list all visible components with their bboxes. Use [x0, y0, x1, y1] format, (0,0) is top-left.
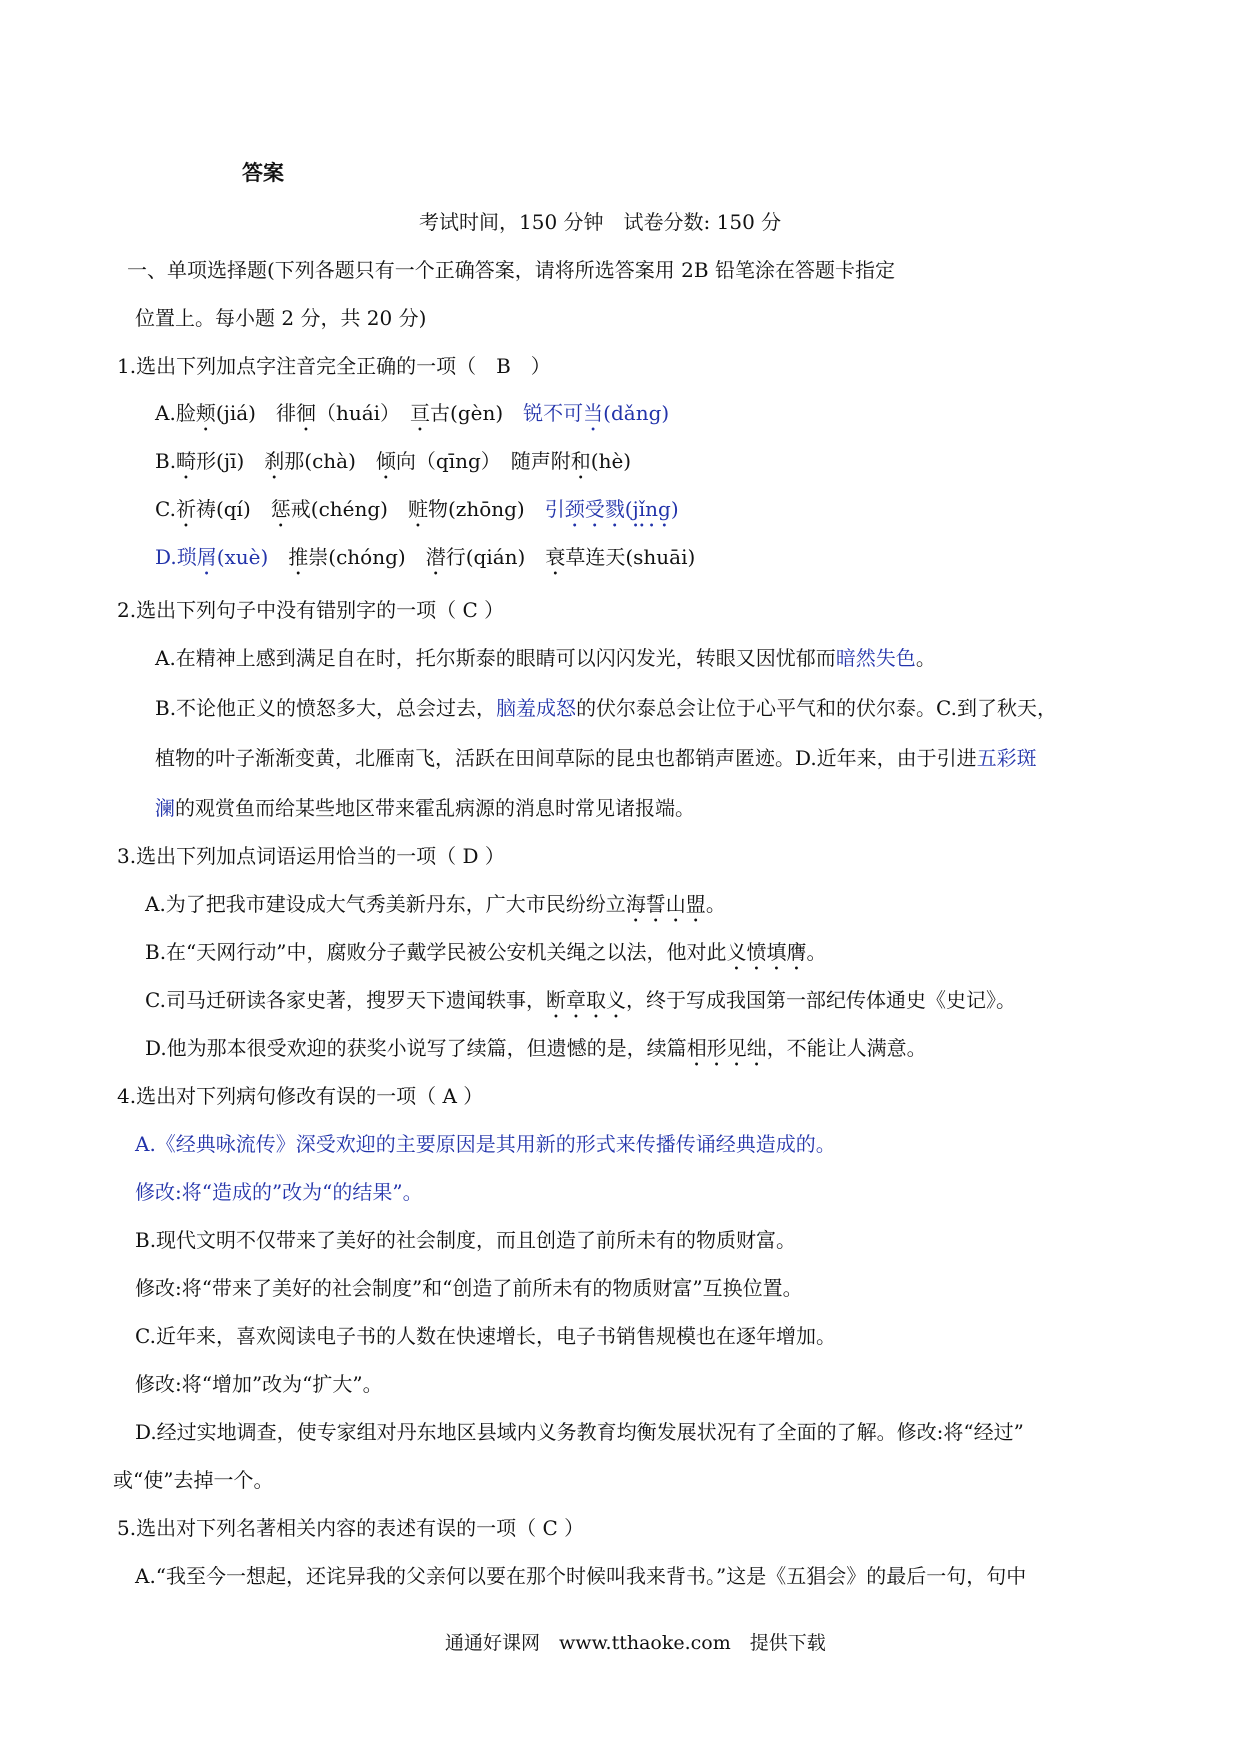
q4-option-b-fix: 修改:将“带来了美好的社会制度”和“创造了前所未有的物质财富”互换位置。 — [135, 1276, 803, 1300]
q4-option-d-cont: 或“使”去掉一个。 — [113, 1468, 274, 1492]
q5-option-a: A.“我至今一想起，还诧异我的父亲何以要在那个时候叫我来背书。”这是《五猖会》的最后一句，句中 — [135, 1564, 1027, 1588]
page-footer: 通通好课网 www.tthaoke.com 提供下载 — [445, 1632, 826, 1654]
section1-heading-line1: 一、单项选择题(下列各题只有一个正确答案，请将所选答案用 2B 铅笔涂在答题卡指定 — [127, 258, 895, 282]
q2-option-b: B.不论他正义的愤怒多大，总会过去，脑羞成怒的伏尔泰总会让位于心平气和的伏尔泰。C.到了秋天， — [155, 696, 1058, 720]
q2-option-a: A.在精神上感到满足自在时，托尔斯泰的眼睛可以闪闪发光，转眼又因忧郁而暗然失色。 — [155, 646, 936, 670]
q4-option-c: C.近年来，喜欢阅读电子书的人数在快速增长，电子书销售规模也在逐年增加。 — [135, 1324, 836, 1348]
q1-option-a: A.脸颊(jiá) 徘徊（huái） 亘古(gèn) 锐不可当(dǎng) — [155, 401, 670, 425]
q1-option-d: D.琐屑(xuè) 推崇(chóng) 潜行(qián) 衰草连天(shuāi) — [155, 545, 696, 569]
q4-stem: 4.选出对下列病句修改有误的一项（ A ） — [117, 1084, 484, 1108]
q3-option-c: C.司马迁研读各家史著，搜罗天下遗闻轶事，断章取义，终于写成我国第一部纪传体通史《史记》。 — [145, 988, 1016, 1012]
q1-option-b: B.畸形(jī) 刹那(chà) 倾向（qīng） 随声附和(hè) — [155, 449, 632, 473]
q2-line3: 植物的叶子渐渐变黄，北雁南飞，活跃在田间草际的昆虫也都销声匿迹。D.近年来，由于引进五彩斑 — [155, 746, 1037, 770]
q3-option-a: A.为了把我市建设成大气秀美新丹东，广大市民纷纷立海誓山盟。 — [145, 892, 726, 916]
q4-option-c-fix: 修改:将“增加”改为“扩大”。 — [135, 1372, 383, 1396]
q2-line4: 澜的观赏鱼而给某些地区带来霍乱病源的消息时常见诸报端。 — [155, 796, 695, 820]
q5-stem: 5.选出对下列名著相关内容的表述有误的一项（ C ） — [117, 1516, 585, 1540]
exam-info: 考试时间，150 分钟 试卷分数: 150 分 — [419, 210, 782, 234]
q2-stem: 2.选出下列句子中没有错别字的一项（ C ） — [117, 598, 505, 622]
q4-option-b: B.现代文明不仅带来了美好的社会制度，而且创造了前所未有的物质财富。 — [135, 1228, 797, 1252]
page-title: 答案 — [242, 160, 284, 185]
section1-heading-line2: 位置上。每小题 2 分，共 20 分) — [135, 306, 427, 330]
q3-stem: 3.选出下列加点词语运用恰当的一项（ D ） — [117, 844, 505, 868]
q4-option-a-fix: 修改:将“造成的”改为“的结果”。 — [135, 1180, 423, 1204]
q4-option-d: D.经过实地调查，使专家组对丹东地区县域内义务教育均衡发展状况有了全面的了解。修改:将“经过” — [135, 1420, 1024, 1444]
q3-option-d: D.他为那本很受欢迎的获奖小说写了续篇，但遗憾的是，续篇相形见绌，不能让人满意。 — [145, 1036, 927, 1060]
q4-option-a: A.《经典咏流传》深受欢迎的主要原因是其用新的形式来传播传诵经典造成的。 — [135, 1132, 836, 1156]
q3-option-b: B.在“天网行动”中，腐败分子戴学民被公安机关绳之以法，他对此义愤填膺。 — [145, 940, 827, 964]
q1-stem: 1.选出下列加点字注音完全正确的一项（ B ） — [117, 354, 551, 378]
q1-option-c: C.祈祷(qí) 惩戒(chéng) 赃物(zhōng) 引颈受戮(jǐng) — [155, 497, 679, 521]
